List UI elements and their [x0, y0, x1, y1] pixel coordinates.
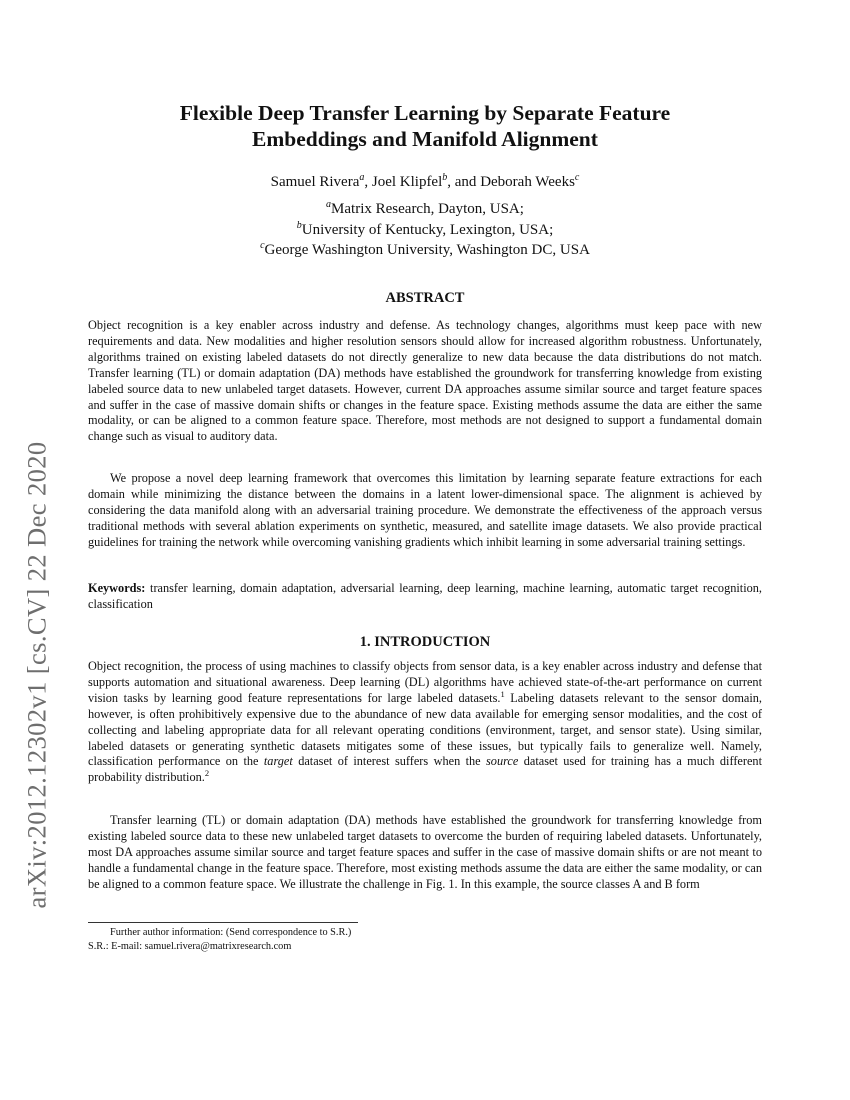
introduction-heading: 1. INTRODUCTION — [359, 634, 491, 650]
footnote-ref-1: 1 — [500, 688, 505, 699]
abstract-paragraph-1: Object recognition is a key enabler across industry and defense. As technology changes, algorithms must keep pace with new requirements and data. New modalities and higher resolution sensors should allow for increased algorithm robustness. Unfortunately, algorithms trained on existing labeled datasets do not directly generalize to new data because the data distributions do not match. Transfer learning (TL) or domain adaptation (DA) methods have established the groundwork for transferring knowledge from existing labeled source data to new unlabeled target datasets. However, current DA approaches assume similar source and target feature spaces and suffer in the case of massive domain shifts or changes in the feature space. Existing methods assume the data are either the same modality, or can be aligned to a common feature space. Therefore, most methods are not designed to support a fundamental domain change such as visual to auditory data. — [88, 318, 762, 444]
emphasis-target: target — [263, 754, 293, 769]
keywords-text: transfer learning, domain adaptation, adversarial learning, deep learning, machine learning, automatic target recognition, classification — [88, 581, 762, 611]
affiliation-text: Matrix Research, Dayton, USA; — [331, 201, 524, 217]
author-name: Samuel Rivera — [270, 174, 360, 190]
affiliation-line — [60, 240, 790, 261]
footnote-ref-2: 2 — [204, 768, 210, 779]
affiliation-line — [60, 220, 790, 241]
author-list — [60, 172, 790, 192]
introduction-paragraph-1 — [88, 659, 762, 786]
footnote-author-info: Further author information: (Send correspondence to S.R.) — [110, 927, 352, 938]
keywords — [88, 581, 762, 613]
author-affil-mark: a — [359, 172, 365, 183]
intro-text-segment: dataset of interest suffers when the — [292, 754, 487, 769]
footnote-divider — [88, 922, 358, 923]
affiliation-mark: c — [260, 240, 265, 251]
author-separator: , — [364, 174, 372, 190]
author-name: Joel Klipfel — [371, 174, 443, 190]
author-affil-mark: c — [574, 172, 580, 183]
author-separator: , and — [447, 174, 481, 190]
title-line-1: Flexible Deep Transfer Learning by Separate Feature — [179, 101, 671, 125]
emphasis-source: source — [486, 754, 519, 769]
footnote-email: S.R.: E-mail: samuel.rivera@matrixresearch.com — [88, 941, 292, 952]
intro-text-segment: Labeling datasets relevant to the sensor domain, however, is often prohibitively expensive due to the abundance of new data available for emerging sensor modalities, and the cost of collecting and labeling appropriate data for all relevant operating conditions (environment, target, and sensor state). Using similar, labeled datasets or generating synthetic datasets mitigates some of these issues, but typically fails to generalize well. Namely, classification performance on the — [88, 690, 762, 769]
affiliation-mark: a — [326, 199, 332, 210]
affiliation-line — [60, 199, 790, 220]
title-line-2: Embeddings and Manifold Alignment — [252, 127, 598, 151]
affiliation-list — [60, 199, 790, 261]
author-name: Deborah Weeks — [480, 174, 575, 190]
abstract-paragraph-2: We propose a novel deep learning framework that overcomes this limitation by learning separate feature extractions for each domain while minimizing the distance between the domains in a latent lower-dimensional space. The alignment is achieved by considering the data manifold along with an adversarial training procedure. We demonstrate the effectiveness of the approach versus traditional methods with several ablation experiments on synthetic, measured, and satellite image datasets. We also provide practical guidelines for training the network while overcoming vanishing gradients which inhibit learning in some adversarial training settings. — [88, 471, 762, 549]
affiliation-mark: b — [296, 219, 302, 231]
abstract-heading: ABSTRACT — [385, 290, 465, 306]
introduction-paragraph-2: Transfer learning (TL) or domain adaptation (DA) methods have established the groundwork for transferring knowledge from existing labeled source data to these new unlabeled target datasets to overcome the burden of requiring labeled datasets. Unfortunately, most DA approaches assume similar source and target feature spaces and suffer in the case of massive domain shifts or are not meant to handle a fundamental change in the feature space. Therefore, most existing methods assume the data are either the same modality, or can be aligned to a common feature space. We illustrate the challenge in Fig. 1. In this example, the source classes A and B form — [88, 813, 762, 891]
paper-title — [60, 100, 790, 152]
footnotes — [88, 926, 762, 954]
intro-text-segment: Object recognition, the process of using machines to classify objects from sensor data, is a key enabler across industry and defense that supports automation and situational awareness. Deep learning (DL) algorithms have achieved state-of-the-art performance on current vision tasks by learning good feature representations for large labeled datasets. — [88, 659, 762, 705]
keywords-label: Keywords: — [88, 581, 146, 595]
affiliation-text: University of Kentucky, Lexington, USA; — [301, 221, 554, 238]
affiliation-text: George Washington University, Washington DC, USA — [264, 242, 590, 258]
intro-text-segment: dataset used for training has a much different probability distribution. — [88, 754, 763, 785]
author-affil-mark: b — [442, 172, 448, 183]
arxiv-identifier: arXiv:2012.12302v1 [cs.CV] 22 Dec 2020 — [21, 441, 52, 909]
